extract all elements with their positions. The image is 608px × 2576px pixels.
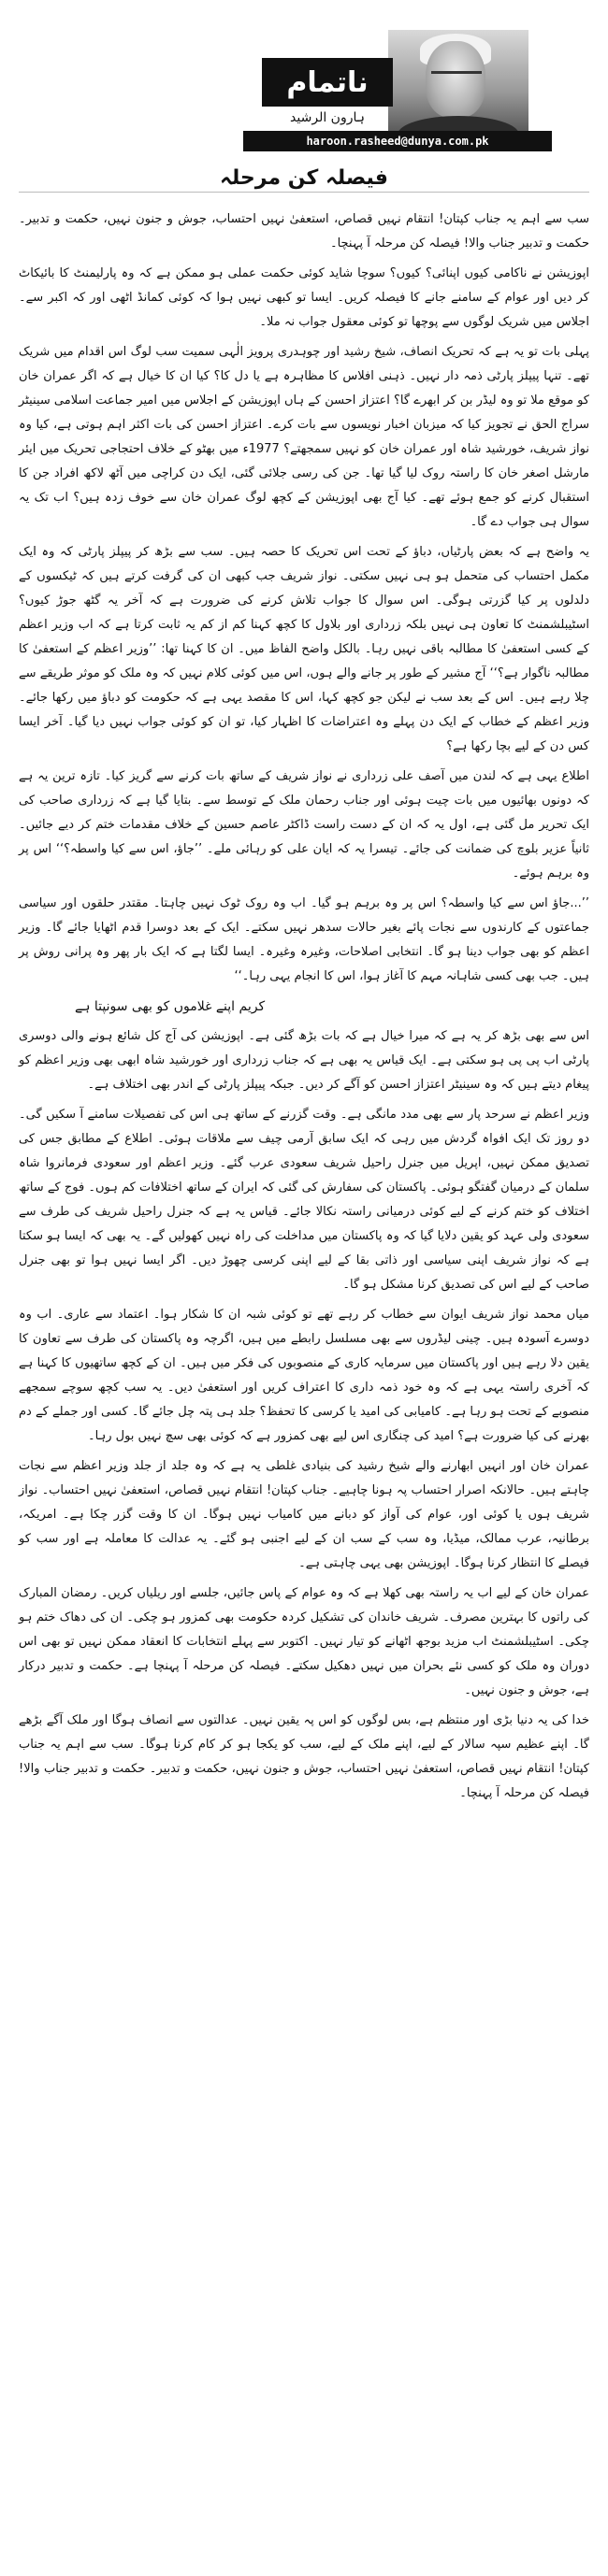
paragraph: عمران خان کے لیے اب یہ راستہ بھی کھلا ہے کہ وہ عوام کے پاس جائیں، جلسے اور ریلیاں کریں۔ رمضان المبارک کی راتوں کا بہترین مصرف۔ شریف خاندان کی تشکیل کردہ حکومت بھی کمزور ہو چکی۔ ان کی دھاک ختم ہو چکی۔ اسٹیبلشمنٹ اب مزید بوجھ اٹھانے کو تیار نہیں۔ اکتوبر سے پہلے انتخابات کا انعقاد ممکن نہیں تو بھی اس دوران وہ ملک کو کسی نئے بحران میں نہیں دھکیل سکتے۔ فیصلہ کن مرحلہ آ پہنچا ہے۔ حکمت و تدبیر درکار ہے، جوش و جنون نہیں۔ bbox=[19, 1586, 589, 1697]
article-headline: فیصلہ کن مرحلہ bbox=[220, 166, 388, 190]
paragraph: اس سے بھی بڑھ کر یہ ہے کہ میرا خیال ہے کہ بات بڑھ گئی ہے۔ اپوزیشن کی آج کل شائع ہونے والی دوسری پارٹی اب پی پی ہو سکتی ہے۔ ایک قیاس یہ بھی ہے کہ جناب زرداری اور خورشید شاہ ابھی بھی وزیر اعظم کو پیغام دیتے ہیں کہ وہ سینیٹر اعتزاز احسن کو آگے کر دیں۔ جبکہ پیپلز پارٹی کے اندر بھی اختلاف ہے۔ bbox=[19, 1029, 589, 1092]
paragraph: پہلی بات تو یہ ہے کہ تحریک انصاف، شیخ رشید اور چوہدری پرویز الٰہی سمیت سب لوگ اس اقدام میں شریک تھے۔ تنہا پیپلز پارٹی ذمہ دار نہیں۔ ذہنی افلاس کا مظاہرہ ہے یا دل کا؟ کیا ان کا خیال ہے کہ اگر عمران خان کو موقع ملا تو وہ لیڈر بن کر ابھرے گا؟ اعتزاز احسن کے ہاں اپوزیشن کے اجلاس میں امیر جماعت اسلامی سینیٹر سراج الحق نے تجویز کیا کہ میزبان اخبار نویسوں سے بات کرے۔ اعتزاز احسن کی بات اکثر اہم ہوتی ہے، کیا وہ نواز شریف، خورشید شاہ اور عمران خان کو نہیں سمجھتے؟ 1977ء میں بھٹو کے خلاف احتجاجی تحریک میں ایئر مارشل اصغر خان کا راستہ روک لیا گیا تھا۔ جن کی رسی جلائی گئی، ایک دن کراچی میں آٹھ لاکھ افراد جن کا استقبال کرنے کو جمع ہوئے تھے۔ کیا آج بھی اپوزیشن کے کچھ لوگ عمران خان سے خوف زدہ ہیں؟ اب تک یہ سوال ہی جواب دے گا۔ bbox=[19, 345, 589, 529]
paragraph: یہ واضح ہے کہ بعض پارٹیاں، دباؤ کے تحت اس تحریک کا حصہ ہیں۔ سب سے بڑھ کر پیپلز پارٹی کہ وہ ایک مکمل احتساب کی متحمل ہو ہی نہیں سکتی۔ نواز شریف جب کبھی ان کی گرفت کرتے ہیں کہ ٹیکسوں کے دلدلوں پر کیا گزرتی ہوگی۔ اس سوال کا جواب تلاش کرنے کی ضرورت ہے کہ آخر یہ گٹھ جوڑ کیوں؟ اسٹیبلشمنٹ کا تعاون ہی نہیں بلکہ زرداری اور بلاول کا کچھ کہنا کم از کم یہ ثابت کرتا ہے کہ اب وزیر اعظم کے کسی استعفیٰ کا مطالبہ باقی نہیں رہا۔ بالکل واضح الفاظ میں۔ ان کا کہنا تھا: ’’وزیر اعظم کے استعفیٰ کا مطالبہ ناگوار ہے؟‘‘ آج مشیر کے طور پر جانے والے ہوں، اس میں کوئی کلام نہیں کہ وہ ملک کو موثر طریقے سے چلا رہے ہیں۔ اس کے بعد سب نے لیکن جو کچھ کہا، اس کا مقصد یہی ہے کہ حکومت کو دباؤ میں رکھا جائے۔ وزیر اعظم کے خطاب کے ایک دن پہلے وہ اعتراضات کا اظہار کیا، تو ان کو کوئی جواب نہیں دیا گیا۔ آخر ایسا کس دن کے لیے بچا رکھا ہے؟ bbox=[19, 545, 589, 753]
paragraph: وزیر اعظم نے سرحد پار سے بھی مدد مانگی ہے۔ وقت گزرنے کے ساتھ ہی اس کی تفصیلات سامنے آ سکیں گی۔ دو روز تک ایک افواہ گردش میں رہی کہ ایک سابق آرمی چیف سے ملاقات ہوئی۔ اطلاع کے مطابق جس کی تصدیق ممکن نہیں، اپریل میں جنرل راحیل شریف سعودی عرب گئے۔ وزیر اعظم اور سعودی فرمانروا شاہ سلمان کے درمیان گفتگو ہوئی۔ پاکستان کی سفارش کی گئی کہ ایران کے ساتھ اختلافات کم ہوں۔ فوج کے ساتھ اختلاف کو ختم کرنے کے لیے کوئی درمیانی راستہ نکالا جائے۔ قیاس یہ ہے کہ جنرل راحیل شریف کی طرف سے سعودی ولی عہد کو یقین دلایا گیا کہ وہ پاکستان میں مداخلت کی راہ نہیں کھولیں گے۔ یہ بھی کہ ایسا ہو سکتا ہے کہ نواز شریف اپنی سیاسی اور ذاتی بقا کے لیے اپنی کرسی چھوڑ دیں۔ اگر ایسا نہیں ہوا تو بھی جنرل صاحب کے لیے اس کی تصدیق کرنا مشکل ہو گا۔ bbox=[19, 1108, 589, 1292]
article-body bbox=[19, 193, 589, 1806]
author-email[interactable]: haroon.rasheed@dunya.com.pk bbox=[243, 131, 552, 151]
paragraph: اطلاع یہی ہے کہ لندن میں آصف علی زرداری نے نواز شریف کے ساتھ بات کرنے سے گریز کیا۔ تازہ ترین یہ ہے کہ دونوں بھائیوں میں بات چیت ہوئی اور جناب رحمان ملک کے توسط سے۔ بتایا گیا ہے کہ زرداری صاحب کی ایک تحریر مل گئی ہے، اول یہ کہ ان کے دست راست ڈاکٹر عاصم حسین کے خلاف مقدمات ختم کر دیے جائیں۔ ثانیاً عزیر بلوچ کی ضمانت کی جائے۔ تیسرا یہ کہ ایان علی کو رہائی ملے۔ ’’جاؤ، اس سے کیا واسطہ؟‘‘ اس پر وہ برہم ہوئے۔ bbox=[19, 769, 589, 880]
portrait-glasses bbox=[431, 71, 482, 85]
column-header bbox=[19, 0, 589, 193]
paragraph: خدا کی یہ دنیا بڑی اور منتظم ہے، بس لوگوں کو اس پہ یقین نہیں۔ عدالتوں سے انصاف ہوگا اور ملک آگے بڑھے گا۔ اپنے عظیم سپہ سالار کے لیے، اپنے ملک کے لیے، سب کو یکجا ہو کر کام کرنا ہوگا۔ سب سے اہم یہ جناب کپتان! انتقام نہیں قصاص، استعفیٰ نہیں احتساب، جوش و جنون نہیں، حکمت و تدبیر۔ حکمت و تدبیر جناب والا! فیصلہ کن مرحلہ آ پہنچا۔ bbox=[19, 1713, 589, 1800]
paragraph: میاں محمد نواز شریف ایوان سے خطاب کر رہے تھے تو کوئی شبہ ان کا شکار ہوا۔ اعتماد سے عاری۔ اب وہ دوسرے آسودہ ہیں۔ چینی لیڈروں سے بھی مسلسل رابطے میں ہیں، اگرچہ وہ پاکستان کی طرف سے تعاون کا یقین دلا رہے ہیں اور پاکستان میں سرمایہ کاری کے منصوبوں کی فکر میں ہیں۔ ان کے کچھ ساتھیوں کا کہنا ہے کہ آخری راستہ یہی ہے کہ وہ خود ذمہ داری کا اعتراف کریں اور استعفیٰ دیں۔ یہ سب کچھ سوچے سمجھے منصوبے کے تحت ہو رہا ہے۔ کامیابی کی امید یا کرسی کا تحفظ؟ جلد ہی پتہ چل جائے گا۔ کسی اور جملے کے دم بھرنے کی کیا ضرورت ہے؟ امید کی چنگاری اس لیے بھی کمزور ہے کہ کوئی بھی سچ نہیں بول رہا۔ bbox=[19, 1308, 589, 1443]
author-portrait bbox=[388, 30, 528, 142]
paragraph: اپوزیشن نے ناکامی کیوں اپنائی؟ کیوں؟ سوچا شاید کوئی حکمت عملی ہو ممکن ہے کہ وہ پارلیمنٹ کا بائیکاٹ کر دیں اور عوام کے سامنے جانے کا فیصلہ کریں۔ ایسا تو کبھی نہیں ہوا کہ کوئی کمانڈ اٹھی اور کہ اکبر سے۔ اجلاس میں شریک لوگوں سے پوچھا تو کوئی معقول جواب نہ ملا۔ bbox=[19, 266, 589, 329]
author-name: ہارون الرشید bbox=[290, 110, 365, 125]
verse-line: کریم اپنے غلاموں کو بھی سونپتا ہے bbox=[75, 999, 266, 1014]
paragraph: سب سے اہم یہ جناب کپتان! انتقام نہیں قصاص، استعفیٰ نہیں احتساب، جوش و جنون نہیں، حکمت و تدبیر۔ حکمت و تدبیر جناب والا! فیصلہ کن مرحلہ آ پہنچا۔ bbox=[19, 212, 589, 250]
column-name: ناتمام bbox=[262, 58, 393, 107]
paragraph: ’’...جاؤ اس سے کیا واسطہ؟ اس پر وہ برہم ہو گیا۔ اب وہ روک ٹوک نہیں چاہتا۔ مقتدر حلقوں اور سیاسی جماعتوں کے کارندوں سے نجات پائے بغیر حالات سدھر نہیں سکتے۔ ایک کے بعد دوسرا قدم اٹھایا جائے گا۔ وزیر اعظم کو بھی جواب دینا ہو گا۔ انتخابی اصلاحات، وغیرہ وغیرہ۔ ایسا لگتا ہے کہ ایک بار پھر وہ پرانی روش پر ہیں۔ جب بھی کسی شاہانہ مہم کا آغاز ہوا، اس کا انجام یہی رہا۔‘‘ bbox=[19, 896, 589, 983]
paragraph: عمران خان اور انہیں ابھارنے والے شیخ رشید کی بنیادی غلطی یہ ہے کہ وہ جلد از جلد وزیر اعظم سے نجات چاہتے ہیں۔ حالانکہ اصرار احتساب پہ ہونا چاہیے۔ جناب کپتان! انتقام نہیں قصاص، استعفیٰ نہیں احتساب۔ نواز شریف ہوں یا کوئی اور، عوام کی آواز کو دبانے میں کامیاب نہیں ہوگا۔ ان کا وقت گزر چکا ہے۔ امریکہ، برطانیہ، عرب ممالک، میڈیا، وہ سب کے سب ان کے لیے اجنبی ہو گئے۔ یہ عدالت کا معاملہ ہے اور سب کو فیصلے کا انتظار کرنا ہوگا۔ اپوزیشن بھی یہی چاہتی ہے۔ bbox=[19, 1459, 589, 1570]
